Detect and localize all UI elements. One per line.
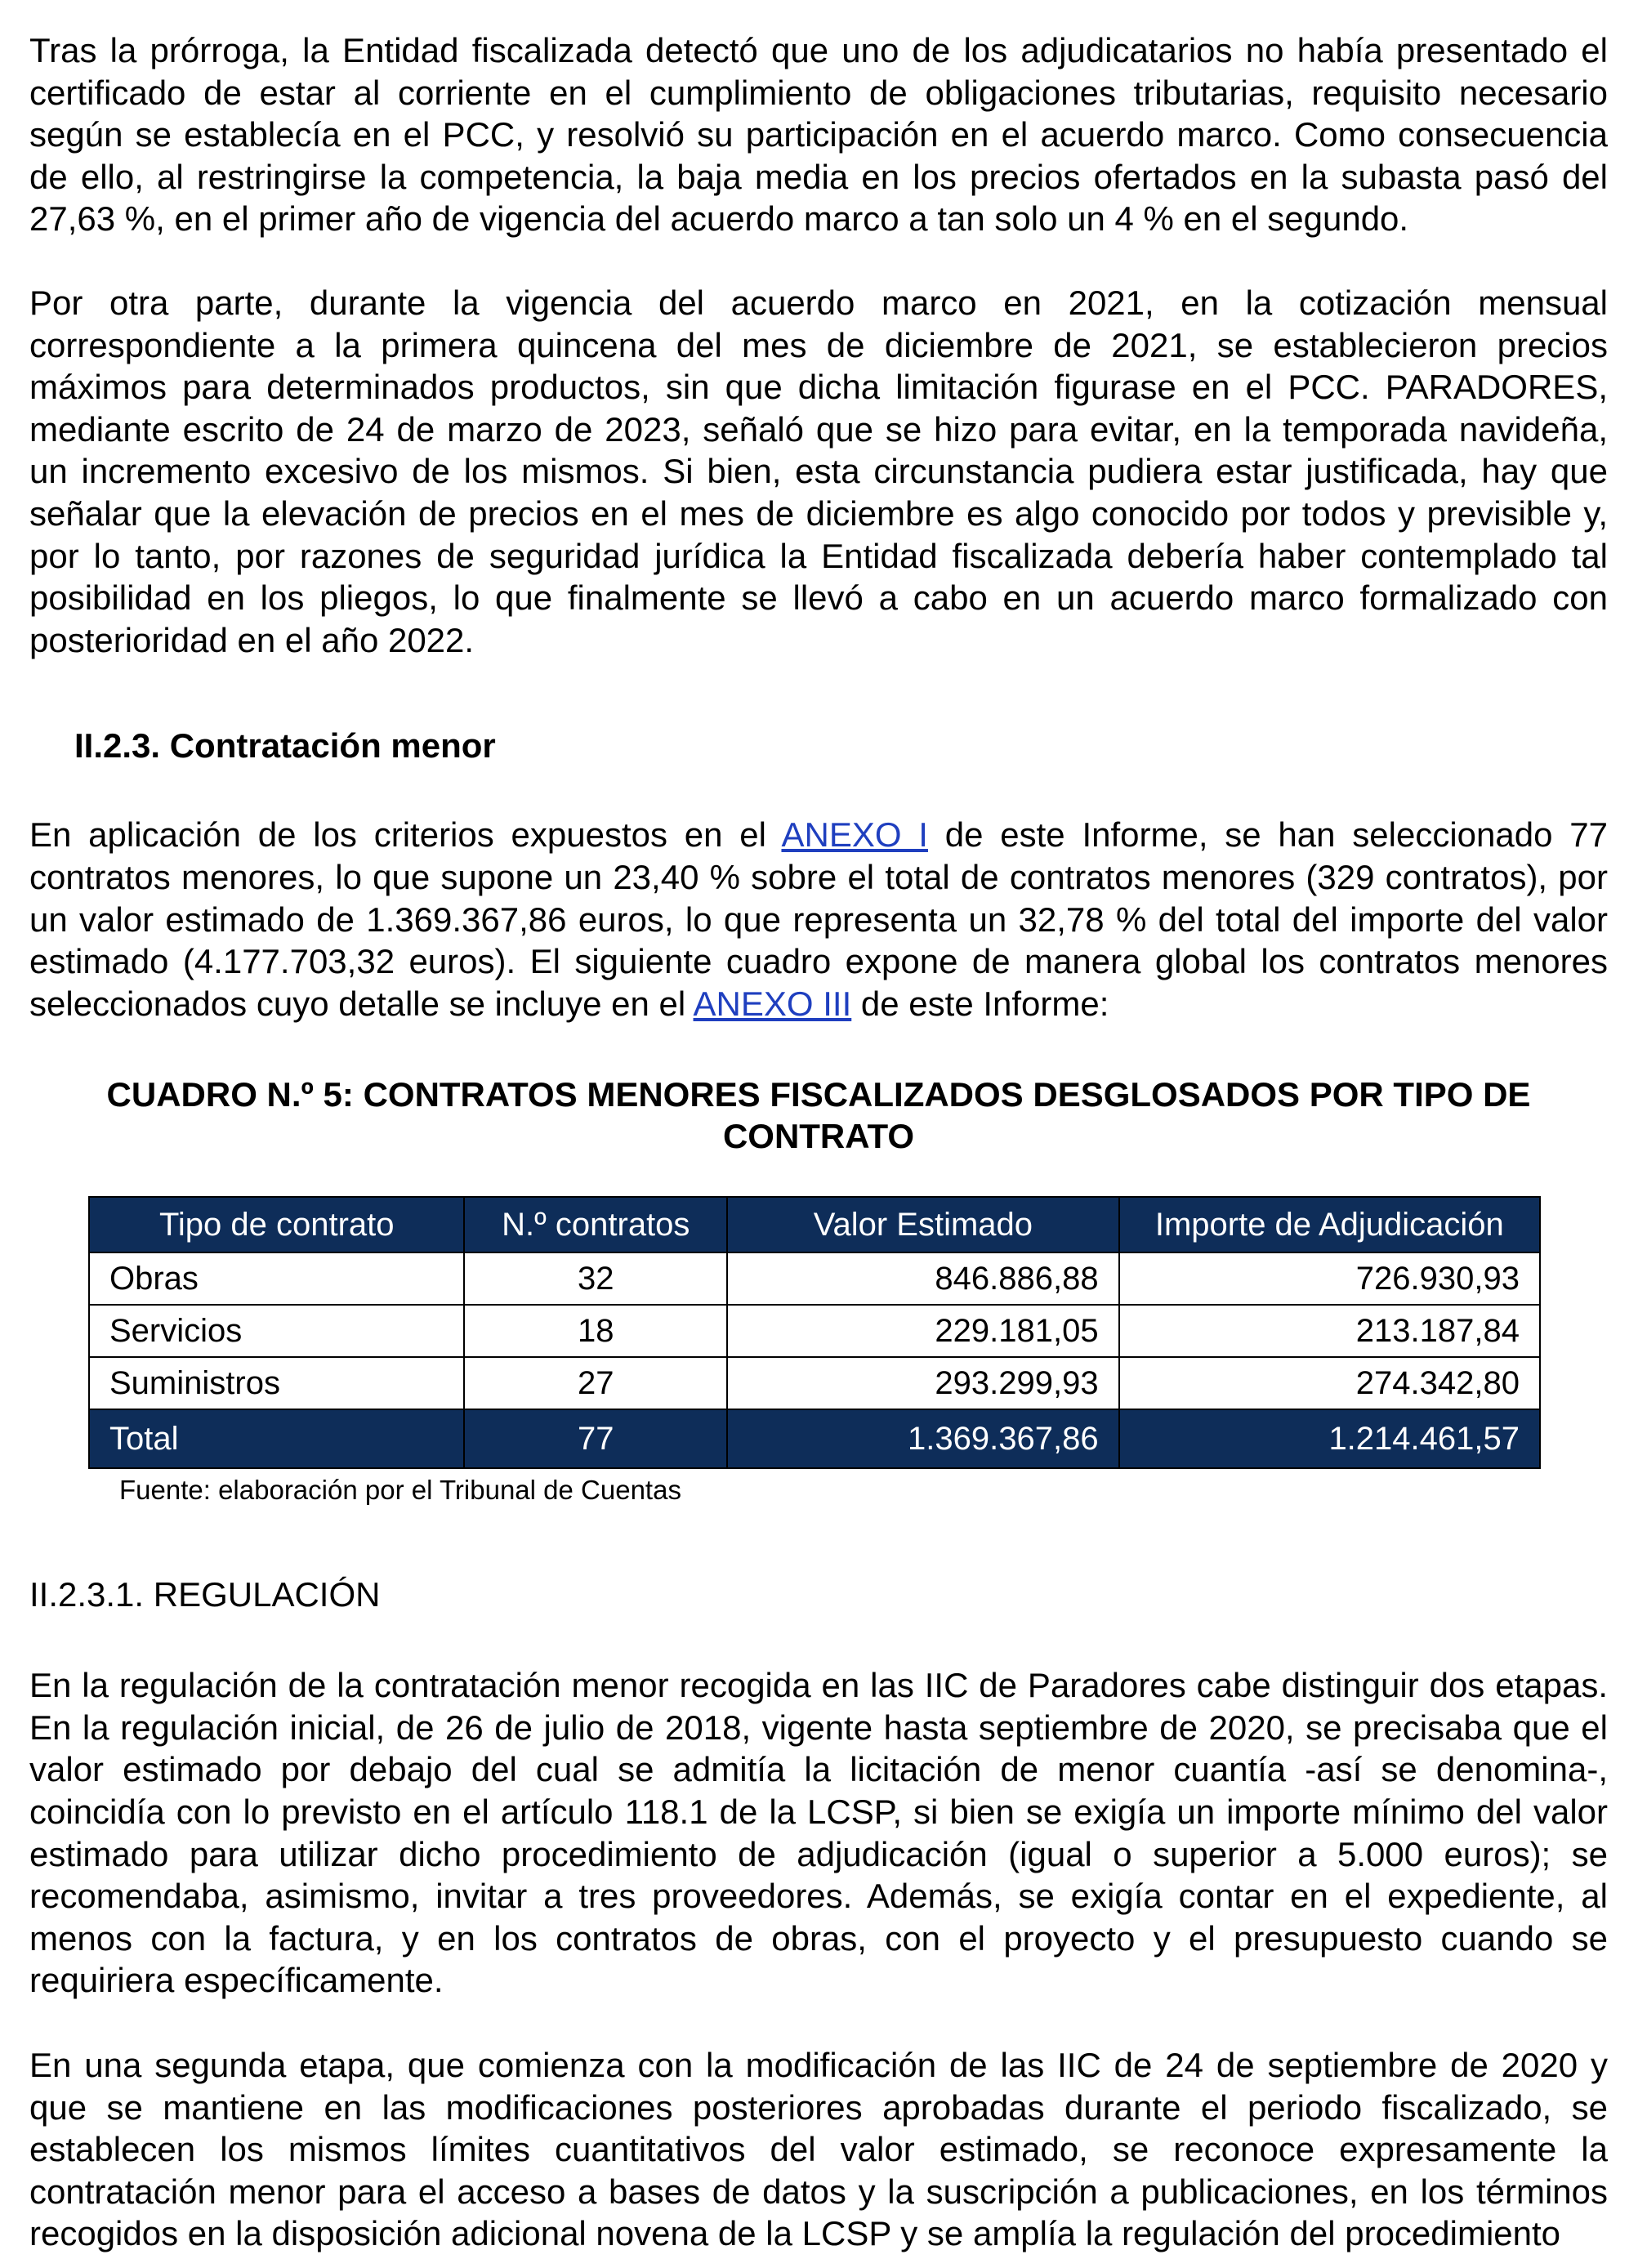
cell-valor: 846.886,88: [727, 1252, 1118, 1305]
contracts-table: [88, 1196, 1541, 1469]
cell-importe: 213.187,84: [1119, 1305, 1540, 1357]
cell-total-valor: 1.369.367,86: [727, 1409, 1118, 1468]
cell-importe: 726.930,93: [1119, 1252, 1540, 1305]
anexo-i-link[interactable]: ANEXO I: [781, 815, 928, 855]
document-page: [29, 29, 1608, 2255]
cell-total-numero: 77: [464, 1409, 727, 1468]
paragraph-precios-maximos: Por otra parte, durante la vigencia del acuerdo marco en 2021, en la cotización mensual correspondiente a la primera quincena del mes de diciembre de 2021, se establecieron precios máximos para determinados productos, sin que dicha limitación figurase en el PCC. PARADORES, mediante escrito de 24 de marzo de 2023, señaló que se hizo para evitar, en la temporada navideña, un incremento excesivo de los mismos. Si bien, esta circunstancia pudiera estar justificada, hay que señalar que la elevación de precios en el mes de diciembre es algo conocido por todos y previsible y, por lo tanto, por razones de seguridad jurídica la Entidad fiscalizada debería haber contemplado tal posibilidad en los pliegos, lo que finalmente se llevó a cabo en un acuerdo marco formalizado con posterioridad en el año 2022.: [29, 283, 1608, 659]
table-row: [89, 1305, 1540, 1357]
cell-numero: 27: [464, 1357, 727, 1409]
col-header-numero: N.º contratos: [464, 1197, 727, 1252]
cell-tipo: Servicios: [89, 1305, 464, 1357]
table-row: [89, 1357, 1540, 1409]
table-source: Fuente: elaboración por el Tribunal de Cuentas: [119, 1475, 681, 1506]
cell-tipo: Obras: [89, 1252, 464, 1305]
paragraph-text: de este Informe, se han seleccionado 77 contratos menores, lo que supone un 23,40 % sobre el total de contratos menores (329 contratos), por un valor estimado de 1.369.367,86 euros, lo que representa un 32,78 % del total del importe del valor estimado (4.177.703,32 euros). El siguiente cuadro expone de manera global los contratos menores seleccionados cuyo detalle se incluye en el: [29, 815, 1608, 1023]
col-header-valor: Valor Estimado: [727, 1197, 1118, 1252]
col-header-tipo: Tipo de contrato: [89, 1197, 464, 1252]
cell-tipo: Suministros: [89, 1357, 464, 1409]
subsection-heading: II.2.3.1. REGULACIÓN: [29, 1575, 381, 1614]
anexo-iii-link[interactable]: ANEXO III: [693, 984, 852, 1023]
cell-total-importe: 1.214.461,57: [1119, 1409, 1540, 1468]
table-total-row: [89, 1409, 1540, 1468]
cell-importe: 274.342,80: [1119, 1357, 1540, 1409]
cell-total-label: Total: [89, 1409, 464, 1468]
paragraph-text: de este Informe:: [851, 984, 1109, 1023]
paragraph-prorroga: Tras la prórroga, la Entidad fiscalizada detectó que uno de los adjudicatarios no había presentado el certificado de estar al corriente en el cumplimiento de obligaciones tributarias, requisito necesario según se establecía en el PCC, y resolvió su participación en el acuerdo marco. Como consecuencia de ello, al restringirse la competencia, la baja media en los precios ofertados en la subasta pasó del 27,63 %, en el primer año de vigencia del acuerdo marco a tan solo un 4 % en el segundo.: [29, 31, 1608, 239]
cell-valor: 229.181,05: [727, 1305, 1118, 1357]
col-header-importe: Importe de Adjudicación: [1119, 1197, 1540, 1252]
cell-numero: 32: [464, 1252, 727, 1305]
paragraph-regulacion-inicial: En la regulación de la contratación menor recogida en las IIC de Paradores cabe distinguir dos etapas. En la regulación inicial, de 26 de julio de 2018, vigente hasta septiembre de 2020, se precisaba que el valor estimado por debajo del cual se admitía la licitación de menor cuantía -así se denomina-, coincidía con lo previsto en el artículo 118.1 de la LCSP, si bien se exigía un importe mínimo del valor estimado para utilizar dicho procedimiento de adjudicación (igual o superior a 5.000 euros); se recomendaba, asimismo, invitar a tres proveedores. Además, se exigía contar en el expediente, al menos con la factura, y en los contratos de obras, con el proyecto y el presupuesto cuando se requiriera específicamente.: [29, 1666, 1608, 2000]
section-heading: II.2.3. Contratación menor: [74, 726, 496, 766]
cell-numero: 18: [464, 1305, 727, 1357]
paragraph-segunda-etapa: En una segunda etapa, que comienza con la modificación de las IIC de 24 de septiembre de 2020 y que se mantiene en las modificaciones posteriores aprobadas durante el periodo fiscalizado, se establecen los mismos límites cuantitativos del valor estimado, se reconoce expresamente la contratación menor para el acceso a bases de datos y la suscripción a publicaciones, en los términos recogidos en la disposición adicional novena de la LCSP y se amplía la regulación del procedimiento: [29, 2046, 1608, 2253]
table-row: [89, 1252, 1540, 1305]
table-header-row: [89, 1197, 1540, 1252]
paragraph-criterios: [29, 814, 1608, 1025]
cell-valor: 293.299,93: [727, 1357, 1118, 1409]
paragraph-text: En aplicación de los criterios expuestos en el: [29, 815, 782, 855]
table-caption: CUADRO N.º 5: CONTRATOS MENORES FISCALIZADOS DESGLOSADOS POR TIPO DE CONTRATO: [106, 1075, 1531, 1156]
